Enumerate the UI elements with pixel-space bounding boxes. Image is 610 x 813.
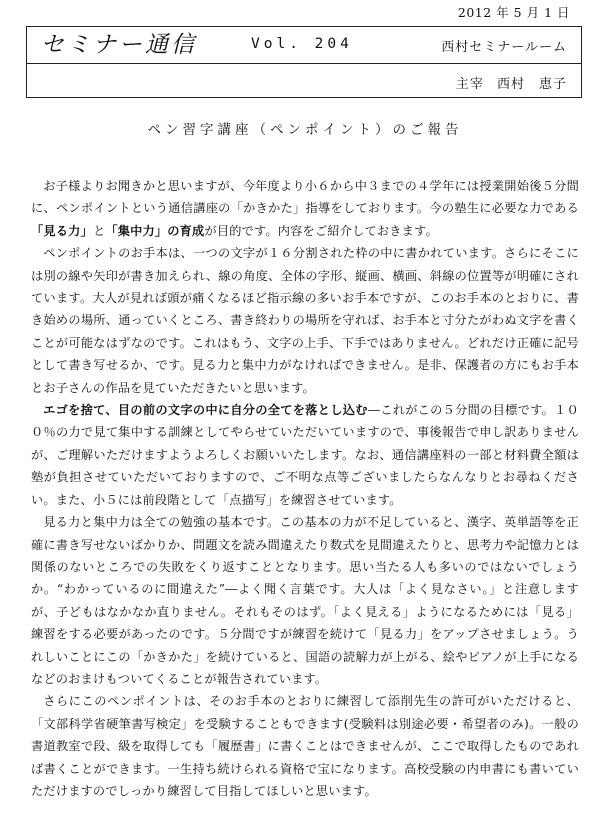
paragraph-goal: [31, 399, 579, 511]
organization-name: 西村セミナールーム: [441, 40, 567, 55]
paragraph-text: が目的です。内容をご紹介しておきます。: [204, 223, 438, 238]
volume-number: Vol. 204: [251, 36, 353, 52]
paragraph-text: と: [92, 223, 106, 238]
editor-line: [448, 73, 567, 92]
newsletter-header: [26, 26, 582, 98]
article-body: [31, 175, 579, 802]
paragraph-text: ―これがこの５分間の目標です。１００％の力で見て集中する訓練としてやらせていただいていますので、事後報告で申し訳ありませんが、ご理解いただけますようよろしくお願いいたします。なお、通信講座料の一部と材料費全額は塾が負担させていただいておりますので、ご不明な点等ございましたらなんなりとお尋ねください。また、小５には前段階として「点描写」を練習させています。: [31, 403, 579, 507]
paragraph-intro: [31, 175, 579, 242]
emphasis-text: エゴを捨て、目の前の文字の中に自分の全てを落とし込む: [43, 403, 368, 418]
editor-label: 主宰: [455, 77, 484, 92]
report-title: ペン習字講座（ペンポイント）のご報告: [147, 122, 463, 138]
issue-date: 2012 年 5 月 1 日: [457, 5, 570, 20]
header-divider: [27, 63, 581, 64]
paragraph-text: お子様よりお聞きかと思いますが、今年度より小６から中３までの４学年には授業開始後５分間に、ペンポイントという通信講座の「かきかた」指導をしております。今の塾生に必要な力である: [31, 179, 579, 216]
paragraph-basics: 見る力と集中力は全ての勉強の基本です。この基本の力が不足していると、漢字、英単語等を正確に書き写せないばかりか、問題文を読み間違えたり数式を見間違えたりと、思考力や記憶力とは関係のないところでの失敗をくり返すこととなります。思い当たる人も多いのではないでしょうか。“わかっているのに間違えた”―よく聞く言葉です。大人は「よく見なさい。」と注意しますが、子どもはなかなか直りません。それもそのはず。「よく見える」ようになるためには「見る」練習をする必要があったのです。５分間ですが練習を続けて「見る力」をアップさせましょう。うれしいことにこの「かきかた」を続けていると、国語の読解力が上がる、絵やピアノが上手になるなどのおまけもついてくることが報告されています。: [31, 515, 579, 686]
emphasis-text: 「集中力」の育成: [105, 223, 205, 238]
paragraph-certification: さらにこのペンポイントは、そのお手本のとおりに練習して添削先生の許可がいただけると、「文部科学省硬筆書写検定」を受験することもできます(受験料は別途必要・希望者のみ)。一般の書道教室で段、級を取得しても「履歴書」に書くことはできませんが、ここで取得したものであれば書くことができます。一生持ち続けられる資格で宝になります。高校受験の内申書にも書いていただけますのでしっかり練習して目指してほしいと思います。: [31, 694, 579, 798]
emphasis-text: 「見る力」: [31, 223, 93, 238]
newsletter-title: セミナー通信: [41, 32, 197, 58]
editor-name: 西村 恵子: [496, 77, 567, 92]
paragraph-textbook: ペンポイントのお手本は、一つの文字が１６分割された枠の中に書かれています。さらにそこには別の線や矢印が書き加えられ、線の角度、全体の字形、縦画、横画、斜線の位置等が明確にされています。大人が見れば頭が痛くなるほど指示線の多いお手本ですが、このお手本のとおりに、書き始めの場所、通っていくところ、書き終わりの場所を守れば、お手本と寸分たがわぬ文字を書くことが可能なはずなのです。これはもう、文字の上手、下手ではありません。どれだけ正確に記号として書き写せるか、です。見る力と集中力がなければできません。是非、保護者の方にもお手本とお子さんの作品を見ていただきたいと思います。: [31, 246, 579, 395]
